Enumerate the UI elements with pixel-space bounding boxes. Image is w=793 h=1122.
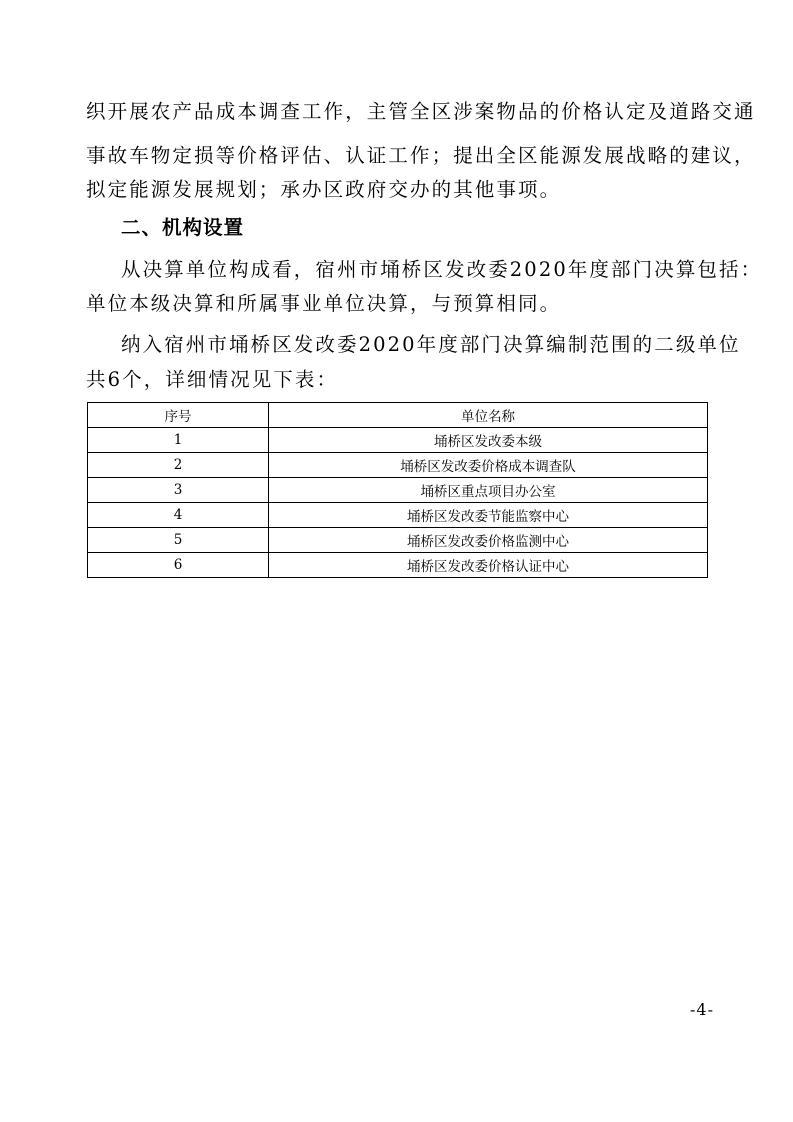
table-row <box>88 428 708 453</box>
paragraph-line: 事故车物定损等价格评估、认证工作；提出全区能源发展战略的建议， <box>86 144 756 167</box>
unit-name: 埇桥区发改委价格监测中心 <box>269 528 708 553</box>
unit-name: 埇桥区发改委节能监察中心 <box>269 503 708 528</box>
table-row <box>88 553 708 578</box>
table-row <box>88 503 708 528</box>
paragraph-line: 纳入宿州市埇桥区发改委2020年度部门决算编制范围的二级单位 <box>121 333 741 356</box>
unit-name: 埇桥区发改委价格成本调查队 <box>269 453 708 478</box>
row-index: 1 <box>88 428 269 453</box>
table-row <box>88 453 708 478</box>
row-index: 5 <box>88 528 269 553</box>
table-row <box>88 478 708 503</box>
paragraph-line: 从决算单位构成看，宿州市埇桥区发改委2020年度部门决算包括： <box>121 258 763 281</box>
unit-name: 埇桥区发改委价格认证中心 <box>269 553 708 578</box>
paragraph-line: 拟定能源发展规划；承办区政府交办的其他事项。 <box>86 178 562 201</box>
row-index: 6 <box>88 553 269 578</box>
column-header-index: 序号 <box>88 403 269 428</box>
paragraph-line: 共6个，详细情况见下表： <box>86 368 339 391</box>
row-index: 2 <box>88 453 269 478</box>
page-number: -4- <box>690 1000 714 1019</box>
unit-name: 埇桥区重点项目办公室 <box>269 478 708 503</box>
paragraph-line: 织开展农产品成本调查工作，主管全区涉案物品的价格认定及道路交通 <box>86 100 756 123</box>
paragraph-line: 单位本级决算和所属事业单位决算，与预算相同。 <box>86 292 562 315</box>
column-header-unit-name: 单位名称 <box>269 403 708 428</box>
table-header-row <box>88 403 708 428</box>
table-row <box>88 528 708 553</box>
row-index: 3 <box>88 478 269 503</box>
unit-name: 埇桥区发改委本级 <box>269 428 708 453</box>
units-table <box>87 402 708 578</box>
section-heading: 二、机构设置 <box>121 216 245 239</box>
row-index: 4 <box>88 503 269 528</box>
